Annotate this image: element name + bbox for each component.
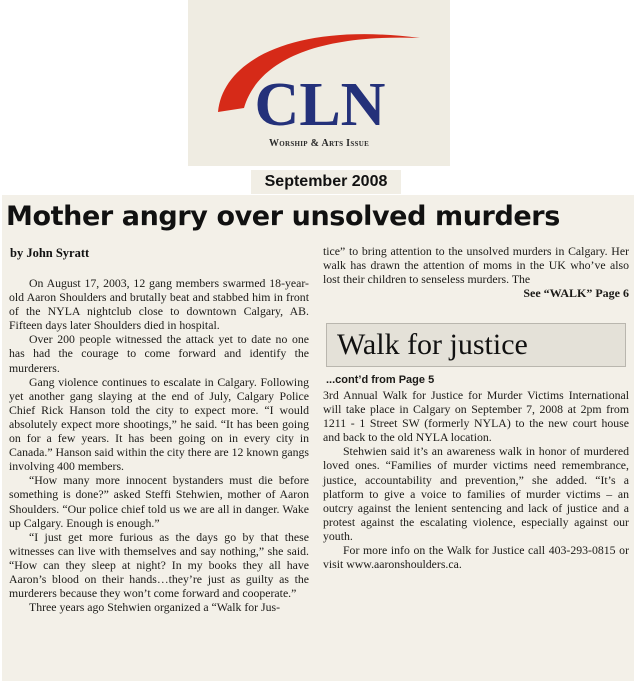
issue-label: Worship & Arts Issue	[268, 138, 370, 149]
sidebar-banner	[326, 323, 626, 367]
article-paragraph: “I just get more furious as the days go by that these witnesses can live with themselves and say nothing,” she said. “How can they sleep at night? In my books they all have Aaron’s blood on their hands…they’re just as guilty as the murderers because they won’t come forward and cooperate.”	[9, 529, 309, 601]
sidebar-paragraph: Stehwien said it’s an awareness walk in honor of murdered loved ones. “Families of murder victims need remembrance, justice, accountability and prevention,” she added. “It’s a platform to give a voice to families of murder victims – an outcry against the lenient sentencing and lack of justice and a protest against the escalating violence, especially against our youth.	[323, 444, 629, 543]
article-paragraph: tice” to bring attention to the unsolved murders in Calgary. Her walk has drawn the attention of moms in the UK who’ve also lost their children to senseless murders. The	[323, 244, 629, 287]
article-paragraph: On August 17, 2003, 12 gang members swarmed 18-year-old Aaron Shoulders and brutally beat and stabbed him in front of the NYLA nightclub close to downtown Calgary, AB. Fifteen days later Shoulders died in hospital.	[9, 276, 309, 333]
article-column-left	[9, 276, 309, 614]
article-paragraph: Three years ago Stehwien organized a “Walk for Jus-	[29, 600, 281, 615]
see-more-jump: See “WALK” Page 6	[523, 286, 629, 301]
sidebar-body	[323, 388, 629, 571]
article-headline: Mother angry over unsolved murders	[6, 201, 560, 232]
masthead	[188, 0, 450, 166]
article-column-right	[323, 244, 629, 300]
issue-date: September 2008	[251, 170, 401, 194]
article-byline: by John Syratt	[10, 246, 90, 260]
sidebar-paragraph: For more info on the Walk for Justice call 403-293-0815 or visit www.aaronshoulders.ca.	[323, 543, 629, 572]
cln-logo	[188, 0, 450, 140]
logo-text: CLN	[254, 71, 386, 139]
sidebar-title: Walk for justice	[337, 328, 528, 361]
sidebar-paragraph: 3rd Annual Walk for Justice for Murder Victims International will take place in Calgary on September 7, 2008 at 2pm from 1211 - 1 Street SW (formerly NYLA) to the new court house and back to the old NYLA location.	[323, 388, 629, 445]
article-paragraph: “How many more innocent bystanders must die before something is done?” asked Steffi Stehwien, mother of Aaron Shoulders. “Our police chief told us we are all in danger. Wake up Calgary. Enough is enough.”	[9, 473, 309, 530]
article-paragraph: Gang violence continues to escalate in Calgary. Following yet another gang slaying at the end of July, Calgary Police Chief Rick Hanson told the city to expect more. “I would absolutely expect more shootings,” he said. “It has been going on for a few years. It has been going on in every city in Canada.” Hanson said within the city there are 12 known gangs involving 400 members.	[9, 374, 309, 474]
article-paragraph: Over 200 people witnessed the attack yet to date no one has had the courage to come forward and identify the murderers.	[9, 332, 309, 375]
continued-from-label: ...cont’d from Page 5	[326, 374, 435, 386]
